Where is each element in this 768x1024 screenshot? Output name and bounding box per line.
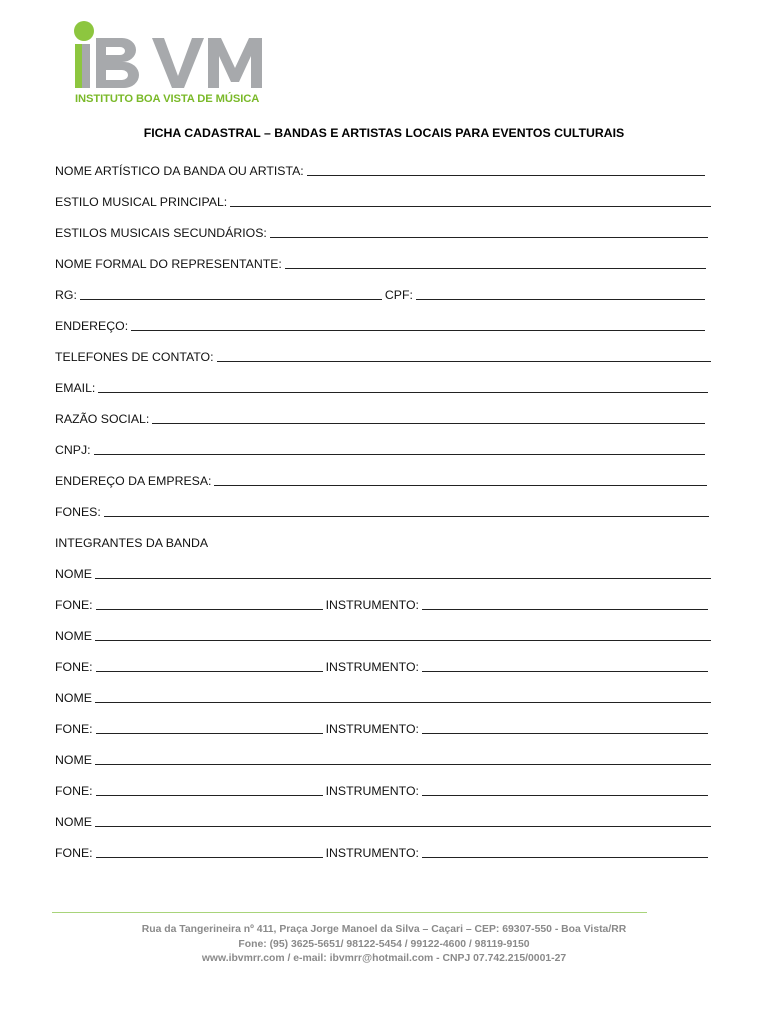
fill-line[interactable] (152, 423, 705, 424)
field-fones (55, 501, 709, 519)
field-nome-artistico (55, 160, 705, 178)
fill-line[interactable] (270, 237, 708, 238)
member-nome-label: NOME (55, 815, 92, 829)
fill-line[interactable] (217, 361, 711, 362)
member-fone-label: FONE: (55, 722, 93, 736)
field-label: NOME ARTÍSTICO DA BANDA OU ARTISTA: (55, 164, 304, 178)
field-label: ESTILOS MUSICAIS SECUNDÁRIOS: (55, 226, 267, 240)
fill-line-fone[interactable] (96, 857, 323, 858)
fill-line[interactable] (98, 392, 708, 393)
fill-line[interactable] (230, 206, 711, 207)
fill-line[interactable] (104, 516, 709, 517)
member-nome-label: NOME (55, 691, 92, 705)
field-razao-social (55, 408, 705, 426)
field-label: EMAIL: (55, 381, 96, 395)
field-label: NOME FORMAL DO REPRESENTANTE: (55, 257, 282, 271)
member-2-fone-instrumento (55, 656, 708, 674)
field-label: FONES: (55, 505, 101, 519)
member-5-nome (55, 811, 711, 829)
member-fone-label: FONE: (55, 598, 93, 612)
member-instrumento-label: INSTRUMENTO: (325, 598, 419, 612)
member-fone-label: FONE: (55, 784, 93, 798)
field-telefones (55, 346, 711, 364)
ibvm-logo-mark (72, 20, 272, 92)
fill-line[interactable] (95, 640, 711, 641)
field-endereco (55, 315, 705, 333)
fill-line[interactable] (95, 702, 711, 703)
member-2-nome (55, 625, 711, 643)
field-label: CNPJ: (55, 443, 91, 457)
fill-line-rg[interactable] (80, 299, 382, 300)
ibvm-logo (72, 20, 272, 110)
field-estilos-secundarios (55, 222, 708, 240)
field-label-rg: RG: (55, 288, 77, 302)
member-instrumento-label: INSTRUMENTO: (325, 784, 419, 798)
field-label-cpf: CPF: (384, 288, 413, 302)
footer (0, 923, 768, 967)
member-1-fone-instrumento (55, 594, 708, 612)
fill-line-fone[interactable] (96, 733, 323, 734)
footer-address: Rua da Tangerineira nº 411, Praça Jorge Manoel da Silva – Caçari – CEP: 69307-550 - Boa Vista/RR (141, 924, 627, 935)
member-5-fone-instrumento (55, 842, 708, 860)
member-nome-label: NOME (55, 629, 92, 643)
fill-line[interactable] (307, 175, 705, 176)
footer-web-email: www.ibvmrr.com / e-mail: ibvmrr@hotmail.com - CNPJ 07.742.215/0001-27 (201, 953, 567, 964)
field-label: TELEFONES DE CONTATO: (55, 350, 214, 364)
fill-line-instrumento[interactable] (422, 671, 708, 672)
field-nome-representante (55, 253, 706, 271)
fill-line-fone[interactable] (96, 795, 323, 796)
fill-line[interactable] (285, 268, 706, 269)
member-4-nome (55, 749, 711, 767)
field-cnpj (55, 439, 705, 457)
fill-line-instrumento[interactable] (422, 795, 708, 796)
fill-line[interactable] (95, 826, 711, 827)
fill-line[interactable] (214, 485, 707, 486)
fill-line[interactable] (94, 454, 705, 455)
field-label: ENDEREÇO DA EMPRESA: (55, 474, 212, 488)
member-instrumento-label: INSTRUMENTO: (325, 660, 419, 674)
member-instrumento-label: INSTRUMENTO: (325, 846, 419, 860)
integrantes-heading (55, 532, 711, 550)
field-rg-cpf (55, 284, 705, 302)
section-heading: INTEGRANTES DA BANDA (55, 536, 209, 550)
fill-line-instrumento[interactable] (422, 733, 708, 734)
fill-line[interactable] (95, 764, 711, 765)
fill-line-cpf[interactable] (416, 299, 705, 300)
fill-line[interactable] (131, 330, 705, 331)
member-1-nome (55, 563, 711, 581)
member-3-fone-instrumento (55, 718, 708, 736)
form-title: FICHA CADASTRAL – BANDAS E ARTISTAS LOCAIS PARA EVENTOS CULTURAIS (143, 126, 625, 140)
fill-line-instrumento[interactable] (422, 857, 708, 858)
logo-subtitle: INSTITUTO BOA VISTA DE MÚSICA (75, 93, 260, 105)
member-fone-label: FONE: (55, 846, 93, 860)
field-label: ENDEREÇO: (55, 319, 129, 333)
footer-divider (52, 912, 647, 913)
member-4-fone-instrumento (55, 780, 708, 798)
member-fone-label: FONE: (55, 660, 93, 674)
member-nome-label: NOME (55, 567, 92, 581)
field-label: RAZÃO SOCIAL: (55, 412, 150, 426)
field-label: ESTILO MUSICAL PRINCIPAL: (55, 195, 228, 209)
fill-line-instrumento[interactable] (422, 609, 708, 610)
fill-line-fone[interactable] (96, 671, 323, 672)
field-endereco-empresa (55, 470, 707, 488)
fill-line[interactable] (95, 578, 711, 579)
footer-phones: Fone: (95) 3625-5651/ 98122-5454 / 99122-4600 / 98119-9150 (238, 938, 530, 950)
fill-line-fone[interactable] (96, 609, 323, 610)
field-email (55, 377, 708, 395)
member-instrumento-label: INSTRUMENTO: (325, 722, 419, 736)
member-nome-label: NOME (55, 753, 92, 767)
field-estilo-principal (55, 191, 711, 209)
member-3-nome (55, 687, 711, 705)
